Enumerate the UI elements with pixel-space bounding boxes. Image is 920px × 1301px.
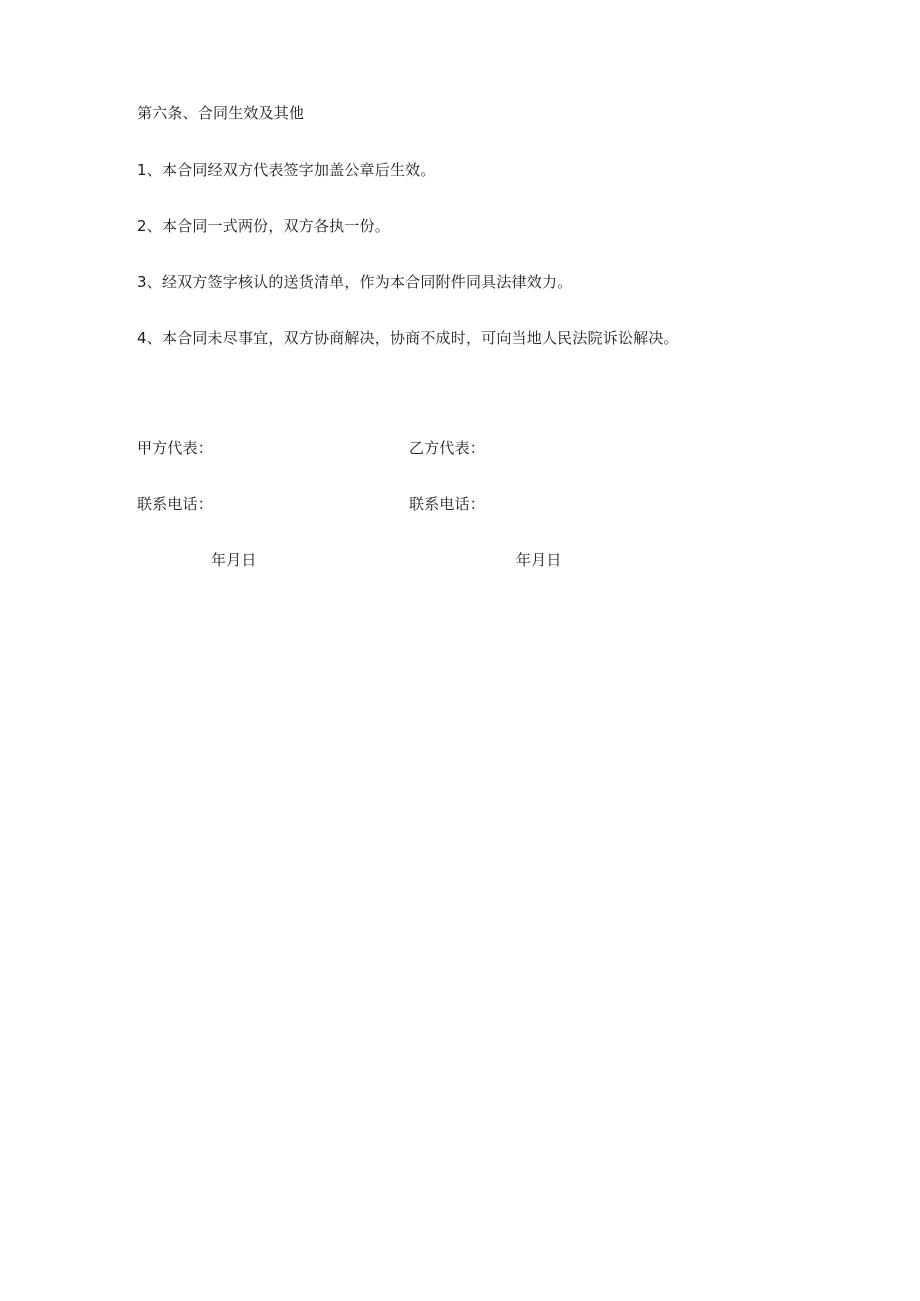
party-b-representative-label: 乙方代表： bbox=[409, 439, 486, 457]
clause-item-1: 1、本合同经双方代表签字加盖公章后生效。 bbox=[137, 161, 436, 179]
clause-item-4: 4、本合同未尽事宜，双方协商解决，协商不成时，可向当地人民法院诉讼解决。 bbox=[137, 329, 679, 347]
party-b-phone-label: 联系电话： bbox=[409, 495, 486, 513]
party-a-date-label: 年月日 bbox=[211, 551, 257, 569]
clause-item-2: 2、本合同一式两份，双方各执一份。 bbox=[137, 217, 390, 235]
party-a-representative-label: 甲方代表： bbox=[137, 439, 214, 457]
party-b-date-label: 年月日 bbox=[516, 551, 562, 569]
section-heading: 第六条、合同生效及其他 bbox=[137, 104, 305, 122]
clause-item-3: 3、经双方签字核认的送货清单，作为本合同附件同具法律效力。 bbox=[137, 273, 573, 291]
party-a-phone-label: 联系电话： bbox=[137, 495, 214, 513]
